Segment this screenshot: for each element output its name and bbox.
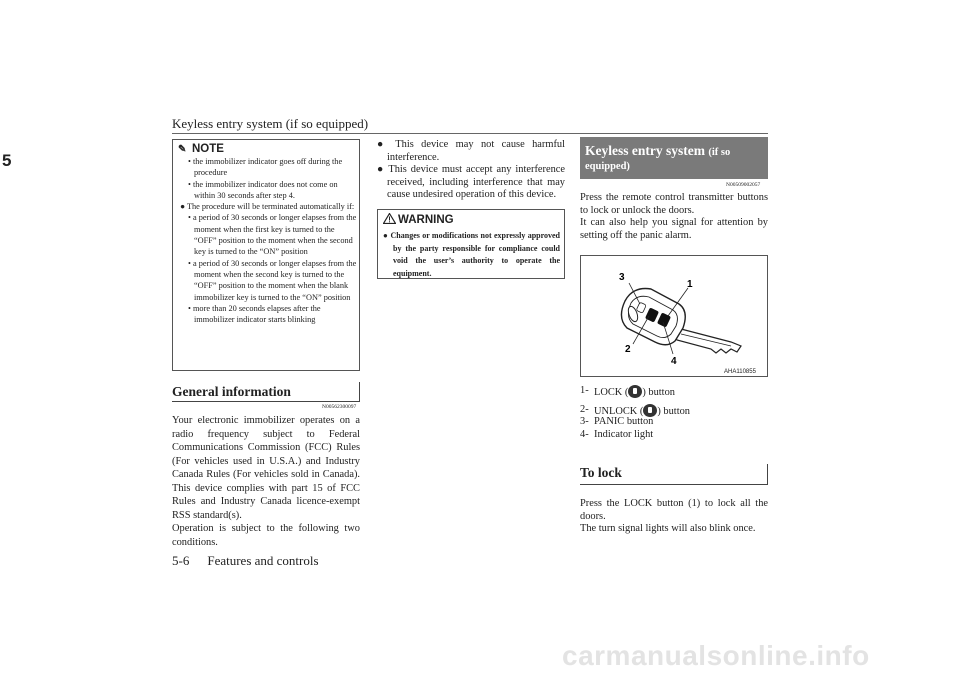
callout-2: 2 bbox=[625, 344, 631, 355]
to-lock-heading: To lock bbox=[580, 465, 622, 480]
paragraph: Your electronic immobilizer operates on a radio frequency subject to Federal Communications Commission (FCC) Rules (For vehicles used in U.S.A.) and Industry Canada Rules (For vehicles sold in Canada). This device complies with part 15 of FCC Rules and Industry Canada licence-exempt RSS standard(s). bbox=[172, 415, 360, 521]
running-header: Keyless entry system (if so equipped) bbox=[172, 116, 369, 131]
note-line: • the immobilizer indicator does not come on within 30 seconds after step 4. bbox=[188, 179, 338, 200]
paragraph: Operation is subject to the following two conditions. bbox=[172, 523, 360, 548]
paragraph: Press the LOCK button (1) to lock all the doors. bbox=[580, 498, 768, 522]
heading-rule bbox=[580, 484, 768, 485]
list-item: 2- UNLOCK ( ) button bbox=[580, 403, 690, 417]
note-line: ● The procedure will be terminated automatically if: bbox=[180, 202, 355, 212]
note-line: • a period of 30 seconds or longer elapses from the moment when the first key is turned to the “OFF” position to the moment when the second key is turned to the “ON” position bbox=[188, 213, 357, 257]
section-code: N00509002057 bbox=[726, 182, 761, 188]
list-item: 3- PANIC button bbox=[580, 416, 654, 428]
list-item: ● This device may not cause harmful interference. bbox=[377, 139, 565, 163]
paragraph: The turn signal lights will also blink once. bbox=[580, 523, 756, 535]
to-lock-body bbox=[580, 498, 768, 536]
warning-triangle-icon bbox=[383, 213, 396, 224]
page-footer bbox=[172, 553, 337, 569]
list-item: 4- Indicator light bbox=[580, 429, 654, 441]
heading-rule bbox=[172, 401, 360, 402]
lock-icon bbox=[628, 385, 642, 398]
key-fob-illustration bbox=[580, 255, 768, 377]
fcc-conditions bbox=[377, 139, 565, 202]
heading-rule-vertical bbox=[359, 382, 360, 401]
chapter-number: 5 bbox=[2, 151, 12, 170]
heading-rule-vertical bbox=[767, 464, 768, 484]
callout-1: 1 bbox=[687, 279, 693, 290]
callout-4: 4 bbox=[671, 356, 677, 367]
note-text bbox=[180, 156, 358, 325]
paragraph: It can also help you signal for attention by setting off the panic alarm. bbox=[580, 217, 768, 241]
section-code: N00562300097 bbox=[322, 404, 357, 410]
key-fob-drawing bbox=[581, 256, 767, 376]
warning-label: WARNING bbox=[383, 213, 454, 226]
note-label: ✎ NOTE bbox=[178, 143, 224, 155]
paragraph: Press the remote control transmitter buttons to lock or unlock the doors. bbox=[580, 192, 768, 216]
list-item: 1- LOCK ( ) button bbox=[580, 385, 675, 398]
note-line: • more than 20 seconds elapses after the immobilizer indicator starts blinking bbox=[188, 303, 321, 325]
warning-text: ● Changes or modifications not expressly approved by the party responsible for compliance could void the user’s authority to operate the equipment. bbox=[383, 231, 560, 278]
illustration-code: AHA110855 bbox=[724, 369, 756, 375]
header-rule bbox=[172, 133, 768, 134]
callout-3: 3 bbox=[619, 272, 625, 283]
page-number: 5-6 bbox=[172, 553, 190, 568]
keyless-entry-heading: Keyless entry system (if so equipped) bbox=[580, 137, 768, 179]
watermark: carmanualsonline.info bbox=[562, 640, 870, 671]
unlock-icon bbox=[643, 404, 657, 417]
list-item: ● This device must accept any interference received, including interference that may cause undesired operation of this device. bbox=[377, 164, 566, 201]
note-check-icon: ✎ bbox=[178, 144, 187, 155]
parts-list bbox=[580, 385, 770, 442]
general-information-heading: General information bbox=[172, 384, 291, 399]
keyless-entry-body bbox=[580, 192, 768, 242]
section-name: Features and controls bbox=[207, 553, 319, 568]
note-line: • a period of 30 seconds or longer elapses from the moment when the second key is turned to the “OFF” position to the moment when the blank immobilizer key is turned to the “ON” position bbox=[188, 258, 357, 302]
note-line: • the immobilizer indicator goes off during the procedure bbox=[188, 157, 343, 178]
general-information-body bbox=[172, 414, 360, 549]
